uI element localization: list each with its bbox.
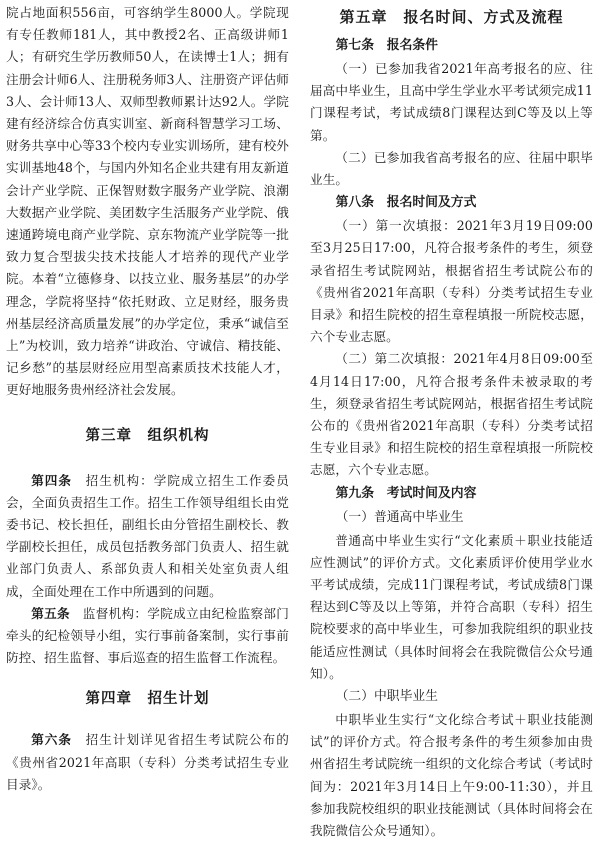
article-4-label: 第四条 xyxy=(31,472,73,488)
article-9-sub-2-text: 中职毕业生实行“文化综合考试＋职业技能测试”的评价方式。符合报考条件的考生须参加由贵州省招生考试院统一组织的文化综合考试（考试时间为：2021年3月14日上午9:00-11:30），并且参加我院校组织的职业技能测试（具体时间将会在我院微信公众号通知）。 xyxy=(310,712,593,839)
article-5-text: 监督机构：学院成立由纪检监察部门牵头的纪检领导小组，实行事前备案制，实行事前防控、招生监督、事后巡查的招生监督工作流程。 xyxy=(6,605,289,666)
article-9-title: 第九条 考试时间及内容 xyxy=(335,485,477,501)
article-7-item-2: （二）已参加我省高考报名的应、往届中职毕业生。 xyxy=(310,149,593,188)
intro-paragraph: 院占地面积556亩，可容纳学生8000人。学院现有专任教师181人，其中教授2名、正高级讲师1人；有研究生学历教师50人，在读博士1人；拥有注册会计师6人、注册税务师3人、注册资产评估师3人、会计师13人、双师型教师累计达92人。学院建有经济综合仿真实训室、新商科智慧学习工场、财务共享中心等33个校内专业实训场所，建有校外实训基地48个，与国内外知名企业共建有用友新道会计产业学院、正保智财数字服务产业学院、浪潮大数据产业学院、美团数字生活服务产业学院、俄速通跨境电商产业学院、京东物流产业学院等一批致力复合型拔尖技术技能人才培养的现代产业学院。本着“立德修身、以技立业、服务基层”的办学理念，学院将坚持“依托财政、立足财经，服务贵州基层经济高质量发展”的办学定位，秉承“诚信至上”为校训，致力培养“讲政治、守诚信、精技能、记乡愁”的基层财经应用型高素质技术技能人才，更好地服务贵州经济社会发展。 xyxy=(6,5,289,398)
article-9-sub-1-title: （一）普通高中毕业生 xyxy=(335,509,464,525)
article-8-item-1: （一）第一次填报：2021年3月19日09:00至3月25日17:00，凡符合报考条件的考生，须登录省招生考试院网站，根据省招生考试院公布的《贵州省2021年高职（专科）分类考试招生专业目录》和招生院校的招生章程填报一所院校志愿，六个专业志愿。 xyxy=(310,218,593,345)
article-7-title: 第七条 报名条件 xyxy=(335,38,438,53)
article-6 xyxy=(6,729,289,796)
article-5-label: 第五条 xyxy=(31,605,70,621)
left-column xyxy=(6,2,289,796)
article-6-label: 第六条 xyxy=(31,732,73,748)
article-8-title: 第八条 报名时间及方式 xyxy=(335,195,477,211)
article-8-item-2: （二）第二次填报：2021年4月8日09:00至4月14日17:00，凡符合报考条件未被录取的考生，须登录省招生考试院网站，根据省招生考试院公布的《贵州省2021年高职（专科）分类考试招生专业目录》和招生院校的招生章程填报一所院校志愿，六个专业志愿。 xyxy=(310,351,593,478)
article-9-sub-1-text: 普通高中毕业生实行“文化素质＋职业技能适应性测试”的评价方式。文化素质评价使用学业水平考试成绩，完成11门课程考试，考试成绩8门课程达到C等及以上等第，并符合高职（专科）招生院校要求的高中毕业生，可参加我院组织的职业技能适应性测试（具体时间将会在我院微信公众号通知）。 xyxy=(310,532,593,681)
right-column xyxy=(310,2,593,842)
article-7-item-1: （一）已参加我省2021年高考报名的应、往届高中毕业生，且高中学生学业水平考试须完成11门课程考试，考试成绩8门课程达到C等及以上等第。 xyxy=(310,61,593,143)
chapter-4-title: 第四章 招生计划 xyxy=(85,691,210,708)
chapter-3-title: 第三章 组织机构 xyxy=(85,427,210,444)
article-9-sub-2-title: （二）中职毕业生 xyxy=(335,689,438,705)
article-5 xyxy=(6,603,289,670)
chapter-5-title: 第五章 报名时间、方式及流程 xyxy=(339,8,564,26)
article-4-text: 招生机构：学院成立招生工作委员会，全面负责招生工作。招生工作领导组组长由党委书记、校长担任，副组长由分管招生副校长、教学副校长担任，成员包括教务部门负责人、招生就业部门负责人、系部负责人和相关处室负责人组成，全面处理在工作中所遇到的问题。 xyxy=(6,472,289,599)
article-4 xyxy=(6,470,289,603)
article-6-text: 招生计划详见省招生考试院公布的《贵州省2021年高职（专科）分类考试招生专业目录》。 xyxy=(6,732,289,792)
